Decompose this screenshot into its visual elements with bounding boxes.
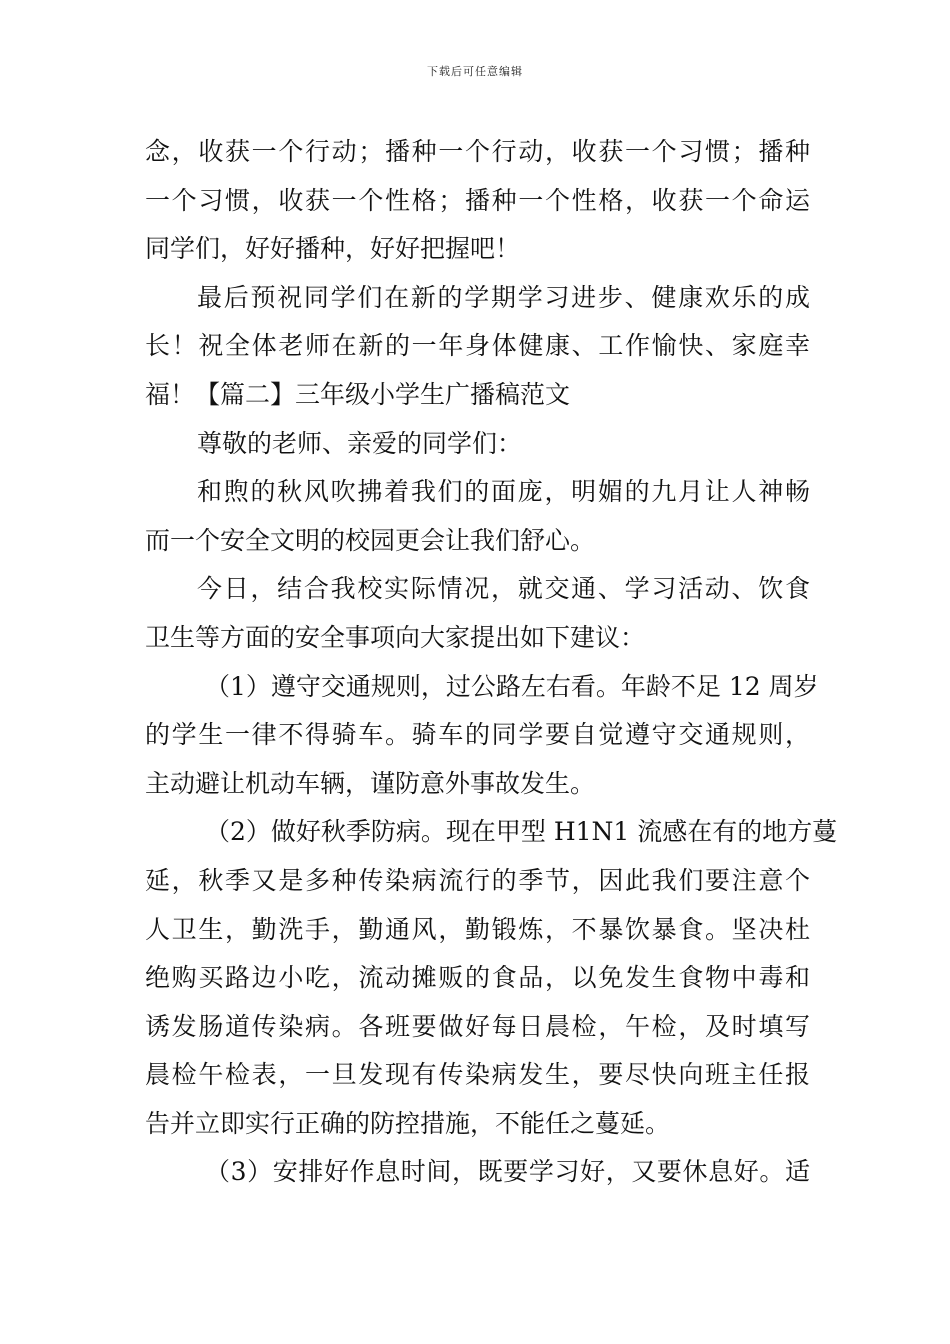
text-line: 主动避让机动车辆，谨防意外事故发生。 [145, 768, 596, 798]
text-line: 的学生一律不得骑车。骑车的同学要自觉遵守交通规则， [145, 720, 810, 750]
text-line: （1）遵守交通规则，过公路左右看。年龄不足 12 周岁 [205, 671, 819, 701]
text-line: 晨检午检表，一旦发现有传染病发生，要尽快向班主任报 [145, 1060, 810, 1090]
text-line: 卫生等方面的安全事项向大家提出如下建议： [145, 622, 646, 652]
document-body [145, 128, 838, 1197]
text-line: 和煦的秋风吹拂着我们的面庞，明媚的九月让人神畅 [197, 477, 810, 507]
text-line: 同学们，好好播种，好好把握吧！ [145, 234, 521, 264]
page-header: 下载后可任意编辑 [427, 65, 523, 78]
text-line: 长！祝全体老师在新的一年身体健康、工作愉快、家庭幸 [145, 331, 810, 361]
text-line: 最后预祝同学们在新的学期学习进步、健康欢乐的成 [197, 282, 810, 312]
text-line: 今日，结合我校实际情况，就交通、学习活动、饮食 [197, 574, 810, 604]
text-line: （3）安排好作息时间，既要学习好，又要休息好。适 [205, 1157, 810, 1187]
text-line: 告并立即实行正确的防控措施，不能任之蔓延。 [145, 1108, 671, 1138]
text-line: 延，秋季又是多种传染病流行的季节，因此我们要注意个 [145, 865, 810, 895]
text-line: 诱发肠道传染病。各班要做好每日晨检，午检，及时填写 [145, 1011, 810, 1041]
text-line: 一个习惯，收获一个性格；播种一个性格，收获一个命运 [145, 185, 810, 215]
text-line: 人卫生，勤洗手，勤通风，勤锻炼，不暴饮暴食。坚决杜 [145, 914, 810, 944]
text-line: 福！【篇二】三年级小学生广播稿范文 [145, 379, 571, 409]
text-line: 尊敬的老师、亲爱的同学们： [197, 428, 523, 458]
text-line: 念，收获一个行动；播种一个行动，收获一个习惯；播种 [145, 137, 810, 166]
text-line: （2）做好秋季防病。现在甲型 H1N1 流感在有的地方蔓 [205, 817, 838, 847]
text-line: 绝购买路边小吃，流动摊贩的食品，以免发生食物中毒和 [145, 963, 810, 993]
text-line: 而一个安全文明的校园更会让我们舒心。 [145, 525, 596, 555]
